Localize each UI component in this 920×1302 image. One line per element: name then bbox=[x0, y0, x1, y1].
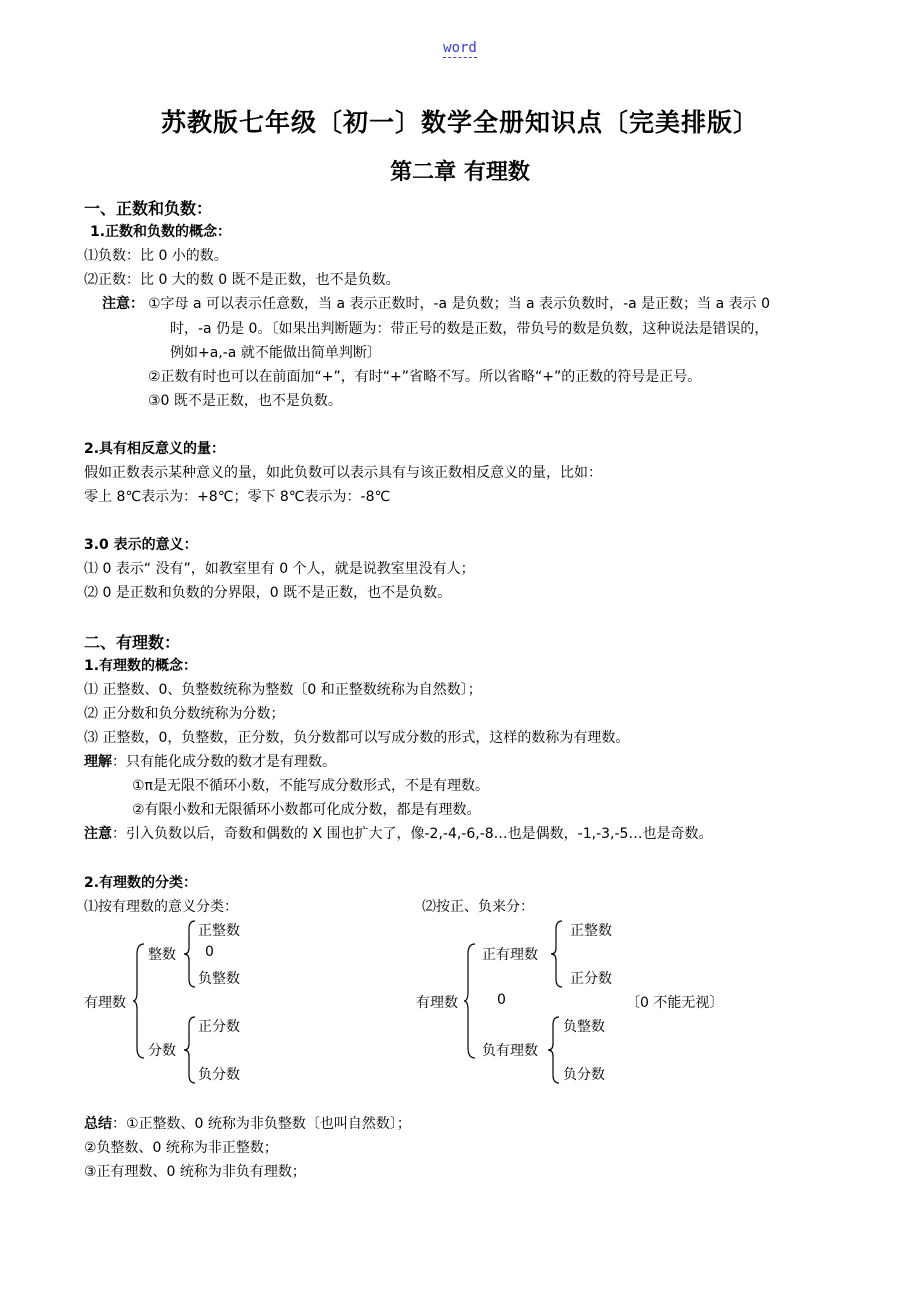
understand-item1: ①π是无限不循环小数，不能写成分数形式，不是有理数。 bbox=[132, 778, 489, 794]
summary-line1-text: ：①正整数、0 统称为非负整数〔也叫自然数〕； bbox=[112, 1116, 411, 1132]
zero-meaning-line1: ⑴ 0 表示“ 没有”，如教室里有 0 个人，就是说教室里没有人； bbox=[84, 561, 475, 577]
section2-sub2-heading: 2.有理数的分类： bbox=[84, 875, 198, 891]
understand-text: ：只有能化成分数的数才是有理数。 bbox=[112, 754, 336, 770]
right-negative-brace bbox=[547, 1015, 561, 1085]
parity-note-label: 注意 bbox=[84, 826, 112, 842]
understand-label: 理解 bbox=[84, 754, 112, 770]
summary-label: 总结 bbox=[84, 1116, 112, 1132]
left-integer-label: 整数 bbox=[148, 947, 176, 963]
rational-concept-line3: ⑶ 正整数，0，负整数，正分数，负分数都可以写成分数的形式，这样的数称为有理数。 bbox=[84, 730, 630, 746]
classification-left-caption: ⑴按有理数的意义分类： bbox=[84, 899, 238, 915]
note1-line3: 例如+a,-a 就不能做出简单判断〕 bbox=[170, 345, 381, 361]
left-root-label: 有理数 bbox=[84, 995, 126, 1011]
opposite-quantity-line1: 假如正数表示某种意义的量，如此负数可以表示具有与该正数相反意义的量，比如： bbox=[84, 465, 602, 481]
understand-item2: ②有限小数和无限循环小数都可化成分数，都是有理数。 bbox=[132, 802, 481, 818]
summary-line3: ③正有理数、0 统称为非负有理数； bbox=[84, 1164, 306, 1180]
right-zero: 0 bbox=[497, 992, 506, 1008]
left-negative-integer: 负整数 bbox=[198, 971, 240, 987]
section2-sub1-heading: 1.有理数的概念： bbox=[84, 658, 198, 674]
note-label: 注意： bbox=[102, 296, 144, 312]
header-word-link[interactable]: word bbox=[443, 40, 477, 56]
parity-note-line bbox=[84, 823, 712, 843]
left-negative-fraction: 负分数 bbox=[198, 1067, 240, 1083]
classification-right-caption: ⑵按正、负来分： bbox=[422, 899, 534, 915]
right-negative-fraction: 负分数 bbox=[563, 1067, 605, 1083]
right-zero-note: 〔0 不能无视〕 bbox=[626, 995, 724, 1011]
section2-heading: 二、有理数： bbox=[84, 633, 181, 652]
right-root-brace bbox=[463, 942, 477, 1060]
summary-line1 bbox=[84, 1113, 411, 1133]
right-positive-brace bbox=[550, 919, 564, 989]
right-negative-rational-label: 负有理数 bbox=[482, 1043, 538, 1059]
understand-line bbox=[84, 751, 336, 771]
right-negative-integer: 负整数 bbox=[563, 1019, 605, 1035]
chapter-heading: 第二章 有理数 bbox=[390, 160, 530, 185]
document-title: 苏教版七年级〔初一〕数学全册知识点〔完美排版〕 bbox=[160, 108, 759, 137]
section1-sub3-heading: 3.0 表示的意义： bbox=[84, 537, 198, 553]
left-integer-brace bbox=[183, 919, 197, 989]
left-fraction-label: 分数 bbox=[148, 1043, 176, 1059]
left-positive-fraction: 正分数 bbox=[198, 1019, 240, 1035]
section1-sub1-heading: 1.正数和负数的概念： bbox=[90, 224, 232, 240]
rational-concept-line2: ⑵ 正分数和负分数统称为分数； bbox=[84, 706, 285, 722]
right-positive-fraction: 正分数 bbox=[570, 971, 612, 987]
right-positive-rational-label: 正有理数 bbox=[482, 947, 538, 963]
section1-sub2-heading: 2.具有相反意义的量： bbox=[84, 441, 226, 457]
note1-line1: ①字母 a 可以表示任意数，当 a 表示正数时，-a 是负数；当 a 表示负数时，-a 是正数；当 a 表示 0 bbox=[148, 296, 770, 312]
left-root-brace bbox=[132, 942, 146, 1060]
summary-line2: ②负整数、0 统称为非正整数； bbox=[84, 1140, 278, 1156]
parity-note-text: ：引入负数以后，奇数和偶数的 X 围也扩大了，像-2,-4,-6,-8…也是偶数，-1,-3,-5…也是奇数。 bbox=[112, 826, 713, 842]
left-zero: 0 bbox=[205, 944, 214, 960]
note2: ②正数有时也可以在前面加“+”，有时“+”省略不写。所以省略“+”的正数的符号是正号。 bbox=[148, 369, 702, 385]
positive-definition: ⑵正数：比 0 大的数 0 既不是正数，也不是负数。 bbox=[84, 272, 400, 288]
left-fraction-brace bbox=[183, 1015, 197, 1085]
note3: ③0 既不是正数，也不是负数。 bbox=[148, 393, 342, 409]
right-root-label: 有理数 bbox=[416, 995, 458, 1011]
note1-line2: 时，-a 仍是 0。〔如果出判断题为：带正号的数是正数，带负号的数是负数，这种说法是错误的， bbox=[170, 321, 769, 337]
negative-definition: ⑴负数：比 0 小的数。 bbox=[84, 248, 228, 264]
rational-concept-line1: ⑴ 正整数、0、负整数统称为整数〔0 和正整数统称为自然数〕； bbox=[84, 682, 482, 698]
left-positive-integer: 正整数 bbox=[198, 923, 240, 939]
opposite-quantity-line2: 零上 8℃表示为：+8℃；零下 8℃表示为：-8℃ bbox=[84, 489, 391, 505]
right-positive-integer: 正整数 bbox=[570, 923, 612, 939]
zero-meaning-line2: ⑵ 0 是正数和负数的分界限，0 既不是正数，也不是负数。 bbox=[84, 585, 452, 601]
section1-heading: 一、正数和负数： bbox=[84, 199, 213, 218]
